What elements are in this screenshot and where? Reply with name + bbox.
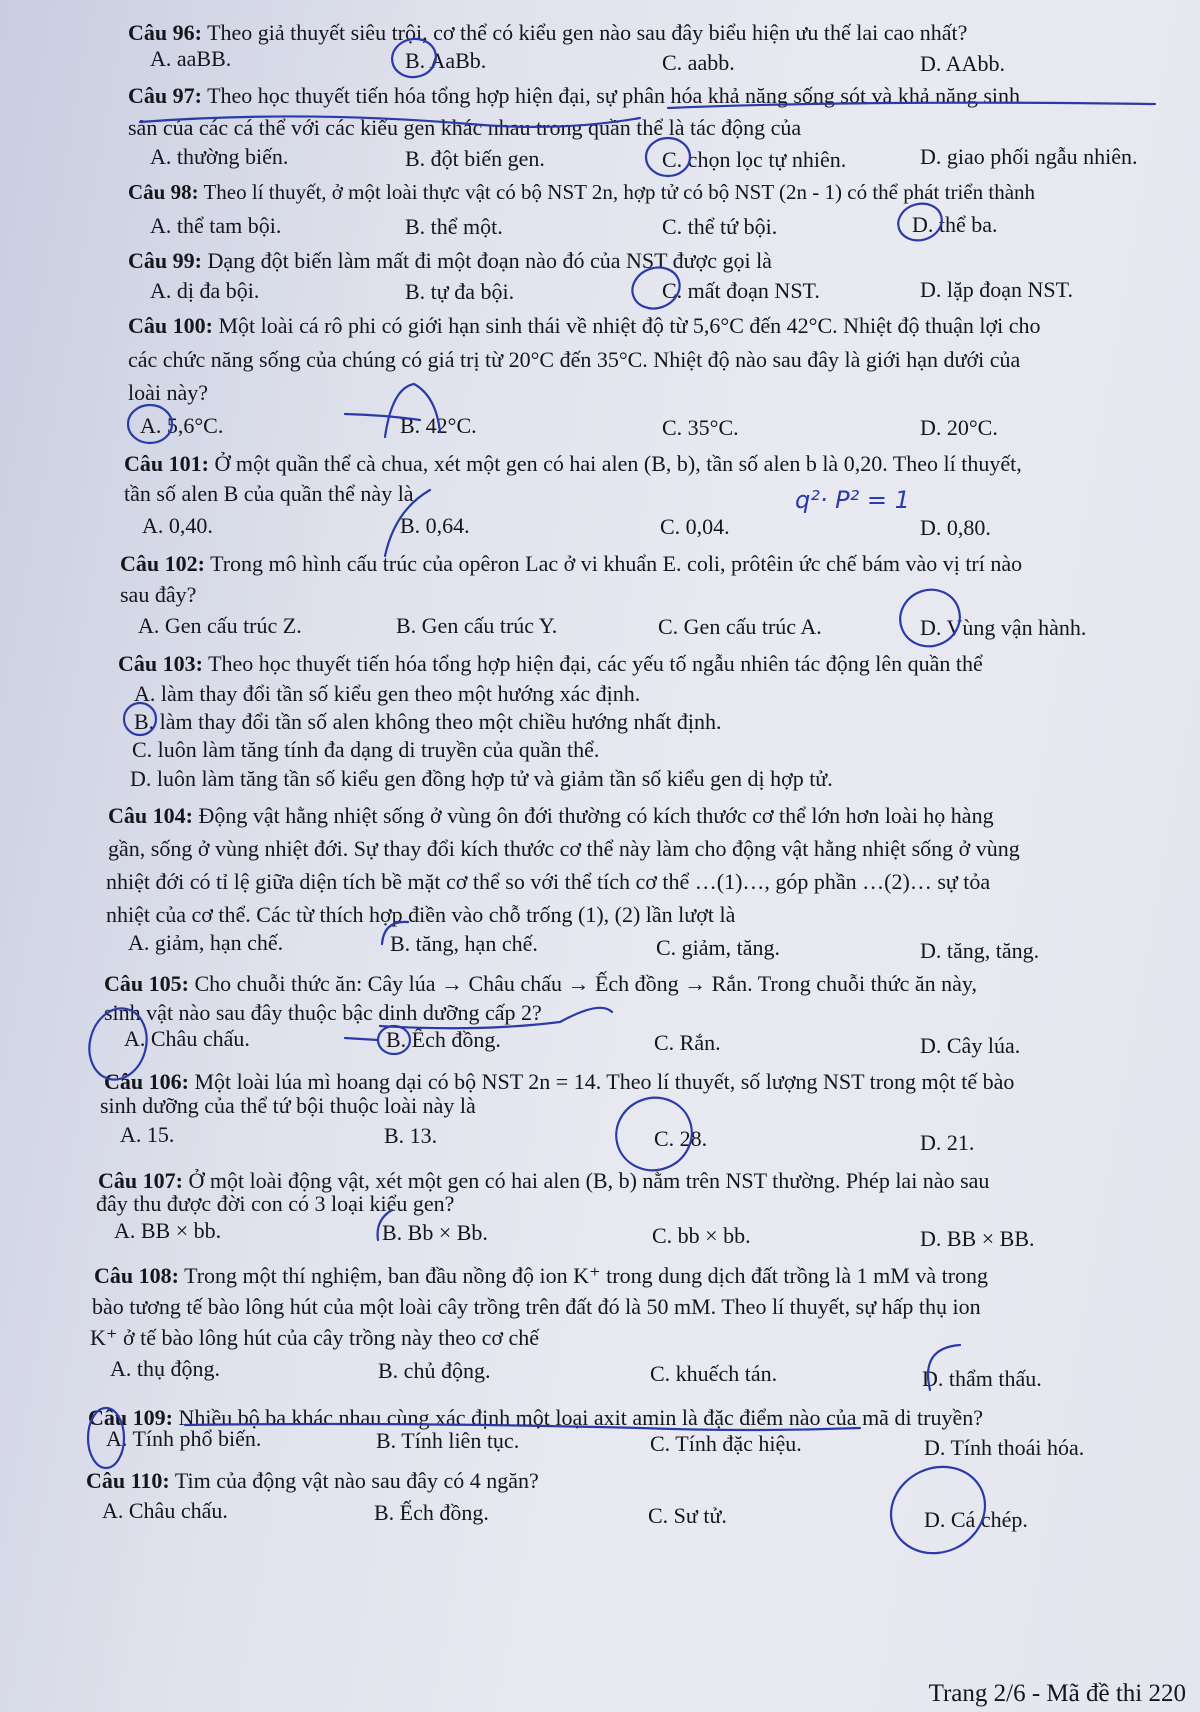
option-96-b: B. AaBb. (405, 48, 487, 73)
option-107-d: D. BB × BB. (920, 1226, 1035, 1251)
option-100-b: B. 42°C. (400, 413, 477, 438)
option-97-b: B. đột biến gen. (405, 146, 545, 171)
question-number: Câu 105: (104, 971, 189, 996)
question-number: Câu 96: (128, 20, 202, 45)
option-110-d: D. Cá chép. (924, 1507, 1028, 1532)
option-109-b: B. Tính liên tục. (376, 1428, 520, 1453)
question-104-line-2: gần, sống ở vùng nhiệt đới. Sự thay đổi kích thước cơ thể này làm cho động vật hằng nhiệt sống ở vùng (108, 836, 1020, 861)
question-number: Câu 104: (108, 803, 193, 828)
connector-105 (345, 1038, 378, 1040)
option-106-a: A. 15. (120, 1122, 175, 1147)
question-110 (86, 1470, 539, 1492)
option-104-b: B. tăng, hạn chế. (390, 931, 538, 956)
option-110-a: A. Châu chấu. (102, 1498, 228, 1523)
option-105-b: B. Ếch đồng. (386, 1027, 501, 1052)
question-106 (104, 1071, 1014, 1093)
option-102-c: C. Gen cấu trúc A. (658, 614, 822, 639)
question-101 (124, 453, 1022, 475)
question-number: Câu 97: (128, 83, 202, 108)
option-98-a: A. thể tam bội. (150, 213, 282, 238)
option-99-c: C. mất đoạn NST. (662, 278, 820, 303)
question-96 (128, 22, 967, 44)
question-104 (108, 805, 994, 827)
question-number: Câu 101: (124, 451, 209, 476)
question-number: Câu 110: (86, 1468, 170, 1493)
question-number: Câu 99: (128, 248, 202, 273)
question-text: Động vật hằng nhiệt sống ở vùng ôn đới thường có kích thước cơ thể lớn hơn loài họ hàng (198, 803, 994, 828)
question-text: Theo học thuyết tiến hóa tổng hợp hiện đại, các yếu tố ngẫu nhiên tác động lên quần thể (208, 651, 983, 676)
question-106-line-2: sinh dưỡng của thể tứ bội thuộc loài này là (100, 1093, 476, 1118)
question-108-line-2: bào tương tế bào lông hút của một loài cây trồng trên đất đó là 50 mM. Theo lí thuyết, sự hấp thụ ion (92, 1294, 981, 1319)
option-104-a: A. giảm, hạn chế. (128, 930, 284, 955)
option-97-c: C. chọn lọc tự nhiên. (662, 147, 847, 172)
option-100-d: D. 20°C. (920, 415, 998, 440)
option-106-b: B. 13. (384, 1123, 438, 1148)
question-107-line-2: đây thu được đời con có 3 loại kiểu gen? (96, 1191, 455, 1216)
question-number: Câu 106: (104, 1069, 189, 1094)
option-102-b: B. Gen cấu trúc Y. (396, 613, 558, 638)
option-106-c: C. 28. (654, 1126, 708, 1151)
option-107-c: C. bb × bb. (652, 1223, 751, 1248)
question-number: Câu 103: (118, 651, 203, 676)
option-99-b: B. tự đa bội. (405, 279, 515, 304)
option-103-a: A. làm thay đổi tần số kiểu gen theo một hướng xác định. (134, 681, 641, 706)
question-text: Một loài lúa mì hoang dại có bộ NST 2n = 14. Theo lí thuyết, số lượng NST trong một tế bào (194, 1069, 1015, 1094)
option-101-d: D. 0,80. (920, 515, 991, 540)
question-text: Ở một loài động vật, xét một gen có hai alen (B, b) nằm trên NST thường. Phép lai nào sau (188, 1168, 990, 1193)
option-108-d: D. thẩm thấu. (922, 1366, 1042, 1391)
question-text: Tim của động vật nào sau đây có 4 ngăn? (174, 1468, 539, 1493)
option-101-c: C. 0,04. (660, 514, 730, 539)
question-text: Theo giả thuyết siêu trội, cơ thể có kiểu gen nào sau đây biểu hiện ưu thế lai cao nhất? (207, 20, 968, 45)
option-103-b: B. làm thay đổi tần số alen không theo một chiều hướng nhất định. (134, 709, 722, 734)
question-text: Trong một thí nghiệm, ban đầu nồng độ ion K⁺ trong dung dịch đất trồng là 1 mM và trong (184, 1263, 989, 1288)
question-100-line-2: các chức năng sống của chúng có giá trị từ 20°C đến 35°C. Nhiệt độ nào sau đây là giới hạn dưới của (128, 347, 1021, 372)
option-100-a: A. 5,6°C. (140, 413, 224, 438)
question-102-line-2: sau đây? (120, 582, 197, 607)
question-108 (94, 1265, 988, 1287)
option-104-d: D. tăng, tăng. (920, 938, 1040, 963)
option-108-a: A. thụ động. (110, 1356, 220, 1381)
option-110-c: C. Sư tử. (648, 1503, 727, 1528)
question-text: Ở một quần thể cà chua, xét một gen có hai alen (B, b), tần số alen b là 0,20. Theo lí thuyết, (214, 451, 1022, 476)
option-103-d: D. luôn làm tăng tần số kiểu gen đồng hợp tử và giảm tần số kiểu gen dị hợp tử. (130, 766, 833, 791)
option-101-a: A. 0,40. (142, 513, 213, 538)
question-107 (98, 1170, 989, 1192)
option-105-a: A. Châu chấu. (124, 1026, 250, 1051)
question-text: Trong mô hình cấu trúc của opêron Lac ở vi khuẩn E. coli, prôtêin ức chế bám vào vị trí nào (210, 551, 1023, 576)
question-104-line-4: nhiệt của cơ thể. Các từ thích hợp điền vào chỗ trống (1), (2) lần lượt là (106, 902, 736, 927)
question-text: Theo học thuyết tiến hóa tổng hợp hiện đại, sự phân hóa khả năng sống sót và khả năng sinh (207, 83, 1021, 108)
question-97-line-2: sản của các cá thể với các kiểu gen khác nhau trong quần thể là tác động của (128, 115, 802, 140)
question-text: Theo lí thuyết, ở một loài thực vật có bộ NST 2n, hợp tử có bộ NST (2n - 1) có thể phát triển thành (203, 180, 1036, 204)
question-text: Nhiều bộ ba khác nhau cùng xác định một loại axit amin là đặc điểm nào của mã di truyền? (178, 1405, 984, 1430)
question-104-line-3: nhiệt đới có tỉ lệ giữa diện tích bề mặt cơ thể so với thể tích cơ thể …(1)…, góp phần …(2)… sự tỏa (106, 869, 991, 894)
question-100 (128, 315, 1041, 337)
option-96-c: C. aabb. (662, 50, 735, 75)
question-number: Câu 102: (120, 551, 205, 576)
question-105-line-2: sinh vật nào sau đây thuộc bậc dinh dưỡng cấp 2? (104, 1000, 542, 1025)
option-108-b: B. chủ động. (378, 1358, 491, 1383)
option-97-a: A. thường biến. (150, 144, 289, 169)
question-text: Dạng đột biến làm mất đi một đoạn nào đó của NST được gọi là (207, 248, 772, 273)
question-102 (120, 553, 1022, 575)
option-109-a: A. Tính phổ biến. (106, 1426, 262, 1451)
option-98-b: B. thể một. (405, 214, 503, 239)
option-107-b: B. Bb × Bb. (382, 1220, 488, 1245)
page-footer: Trang 2/6 - Mã đề thi 220 (928, 1680, 1186, 1707)
option-108-c: C. khuếch tán. (650, 1361, 778, 1386)
question-97 (128, 85, 1020, 107)
option-99-d: D. lặp đoạn NST. (920, 277, 1073, 302)
option-98-d: D. thể ba. (912, 212, 998, 237)
option-110-b: B. Ếch đồng. (374, 1500, 489, 1525)
option-105-d: D. Cây lúa. (920, 1033, 1021, 1058)
option-102-d: D. Vùng vận hành. (920, 615, 1087, 640)
option-99-a: A. dị đa bội. (150, 278, 260, 303)
option-106-d: D. 21. (920, 1130, 975, 1155)
option-97-d: D. giao phối ngẫu nhiên. (920, 144, 1138, 169)
question-number: Câu 107: (98, 1168, 183, 1193)
option-96-a: A. aaBB. (150, 46, 232, 71)
option-101-b: B. 0,64. (400, 513, 470, 538)
question-text: Cho chuỗi thức ăn: Cây lúa → Châu chấu → Ếch đồng → Rắn. Trong chuỗi thức ăn này, (194, 971, 977, 996)
option-102-a: A. Gen cấu trúc Z. (138, 613, 302, 638)
question-98 (128, 182, 1035, 203)
question-number: Câu 109: (88, 1405, 173, 1430)
option-107-a: A. BB × bb. (114, 1218, 222, 1243)
question-number: Câu 98: (128, 180, 199, 204)
question-103 (118, 653, 983, 675)
option-105-c: C. Rắn. (654, 1030, 721, 1055)
question-number: Câu 100: (128, 313, 213, 338)
question-105 (104, 973, 977, 995)
question-99 (128, 250, 772, 272)
option-109-c: C. Tính đặc hiệu. (650, 1431, 802, 1456)
question-number: Câu 108: (94, 1263, 179, 1288)
option-98-c: C. thể tứ bội. (662, 214, 778, 239)
option-100-c: C. 35°C. (662, 415, 739, 440)
question-108-line-3: K⁺ ở tế bào lông hút của cây trồng này theo cơ chế (90, 1325, 540, 1350)
option-96-d: D. AAbb. (920, 51, 1005, 76)
question-101-line-2: tần số alen B của quần thể này là (124, 481, 414, 506)
option-104-c: C. giảm, tăng. (656, 935, 781, 960)
question-100-line-3: loài này? (128, 380, 209, 405)
option-103-c: C. luôn làm tăng tính đa dạng di truyền của quần thể. (132, 737, 600, 762)
question-text: Một loài cá rô phi có giới hạn sinh thái về nhiệt độ từ 5,6°C đến 42°C. Nhiệt độ thuận lợi cho (218, 313, 1041, 338)
option-109-d: D. Tính thoái hóa. (924, 1435, 1085, 1460)
handwritten-note: q²· P² = 1 (795, 486, 910, 514)
